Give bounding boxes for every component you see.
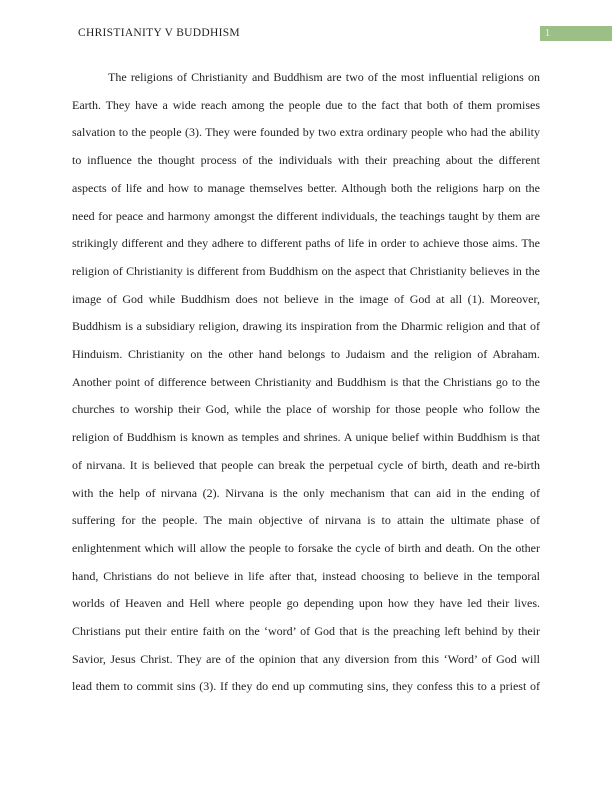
page-number-badge bbox=[540, 26, 612, 41]
essay-paragraph: The religions of Christianity and Buddhism are two of the most influential religions on Earth. They have a wide reach among the people due to the fact that both of them promises salvation to the people (3). They were founded by two extra ordinary people who had the ability to influence the thought process of the individuals with their preaching about the different aspects of life and how to manage themselves better. Although both the religions harp on the need for peace and harmony amongst the different individuals, the teachings taught by them are strikingly different and they adhere to different paths of life in order to achieve those aims. The religion of Christianity is different from Buddhism on the aspect that Christianity believes in the image of God while Buddhism does not believe in the image of God at all (1). Moreover, Buddhism is a subsidiary religion, drawing its inspiration from the Dharmic religion and that of Hinduism. Christianity on the other hand belongs to Judaism and the religion of Abraham. Another point of difference between Christianity and Buddhism is that the Christians go to the churches to worship their God, while the place of worship for those people who follow the religion of Buddhism is known as temples and shrines. A unique belief within Buddhism is that of nirvana. It is believed that people can break the perpetual cycle of birth, death and re-birth with the help of nirvana (2). Nirvana is the only mechanism that can aid in the ending of suffering for the people. The main objective of nirvana is to attain the ultimate phase of enlightenment which will allow the people to forsake the cycle of birth and death. On the other hand, Christians do not believe in life after that, instead choosing to believe in the temporal worlds of Heaven and Hell where people go depending upon how they have led their lives. Christians put their entire faith on the ‘word’ of God that is the preaching left behind by their Savior, Jesus Christ. They are of the opinion that any diversion from this ‘Word’ of God will lead them to commit sins (3). If they do end up commuting sins, they confess this to a priest of bbox=[72, 70, 540, 694]
document-body bbox=[72, 64, 540, 701]
page-number: 1 bbox=[545, 28, 550, 39]
page-header bbox=[0, 26, 612, 44]
header-title: CHRISTIANITY V BUDDHISM bbox=[78, 27, 240, 39]
